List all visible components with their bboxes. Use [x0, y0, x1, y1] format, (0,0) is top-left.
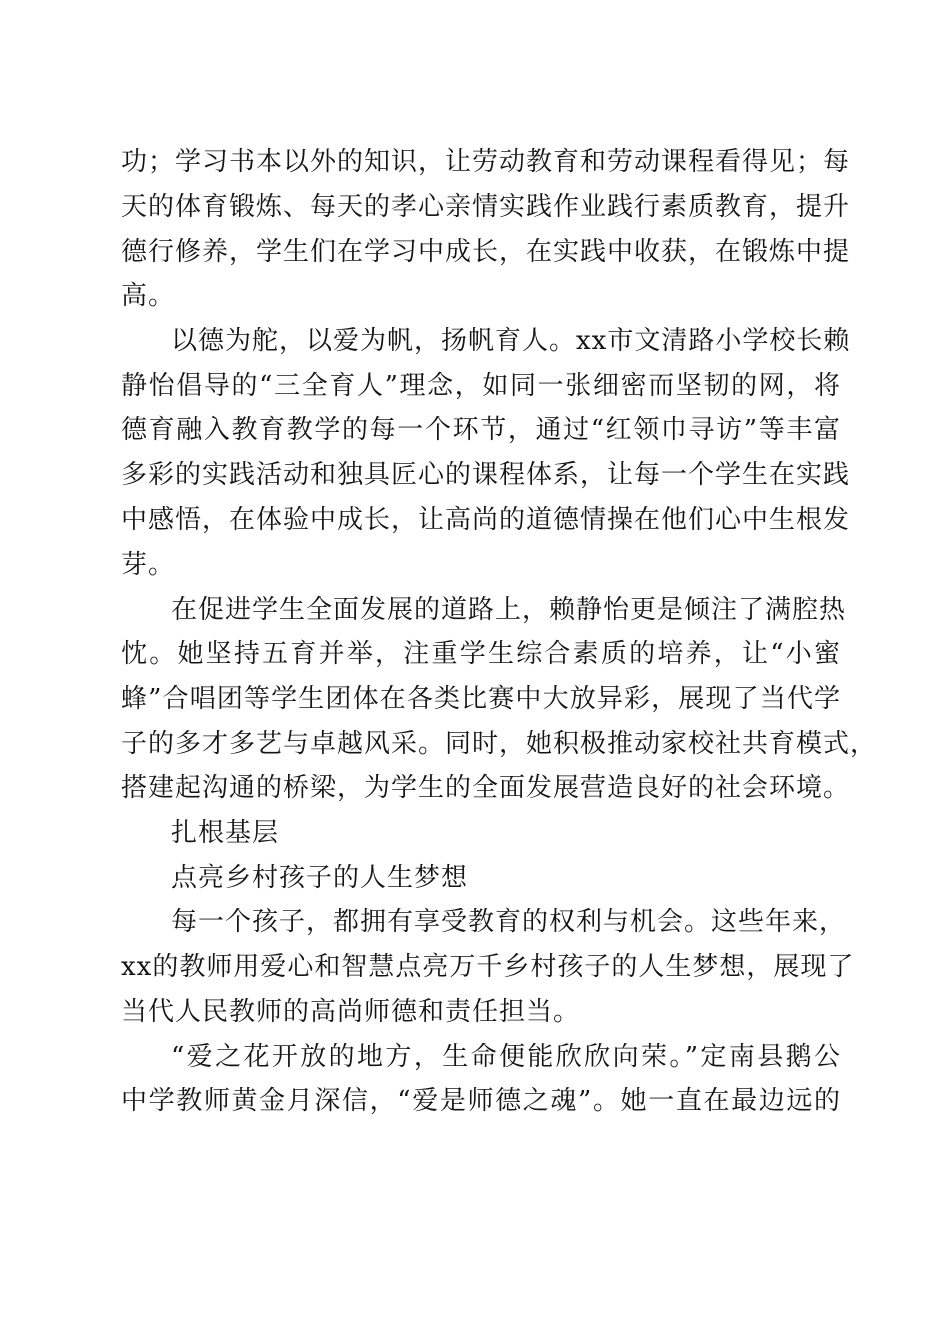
- text-line: 多彩的实践活动和独具匠心的课程体系，让每一个学生在实践: [121, 460, 851, 490]
- paragraph-first-line: 以德为舵，以爱为帆，扬帆育人。xx市文清路小学校长赖: [171, 326, 851, 356]
- text-line: 蜂”合唱团等学生团体在各类比赛中大放异彩，展现了当代学: [121, 684, 841, 714]
- paragraph-first-line: 在促进学生全面发展的道路上，赖静怡更是倾注了满腔热: [171, 595, 847, 625]
- section-subheading: 点亮乡村孩子的人生梦想: [171, 863, 469, 893]
- text-line: 中学教师黄金月深信，“爱是师德之魂”。她一直在最边远的: [121, 1086, 841, 1116]
- text-line: 中感悟，在体验中成长，让高尚的道德情操在他们心中生根发: [121, 505, 851, 535]
- text-line: 芽。: [121, 550, 176, 580]
- text-line: 德行修养，学生们在学习中成长，在实践中收获，在锻炼中提: [121, 237, 851, 267]
- section-heading: 扎根基层: [171, 818, 280, 848]
- text-line: 德育融入教育教学的每一个环节，通过“红领巾寻访”等丰富: [121, 415, 841, 445]
- text-line: 功；学习书本以外的知识，让劳动教育和劳动课程看得见；每: [121, 147, 851, 177]
- text-line: 天的体育锻炼、每天的孝心亲情实践作业践行素质教育，提升: [121, 192, 851, 222]
- text-line: 高。: [121, 281, 176, 311]
- text-line: 静怡倡导的“三全育人”理念，如同一张细密而坚韧的网，将: [121, 371, 841, 401]
- text-line: 搭建起沟通的桥梁，为学生的全面发展营造良好的社会环境。: [121, 773, 851, 803]
- paragraph-first-line: “爱之花开放的地方，生命便能欣欣向荣。”定南县鹅公: [171, 1042, 841, 1072]
- text-line: xx的教师用爱心和智慧点亮万千乡村孩子的人生梦想，展现了: [121, 952, 855, 982]
- paragraph-first-line: 每一个孩子，都拥有享受教育的权利与机会。这些年来，: [171, 907, 847, 937]
- text-line: 子的多才多艺与卓越风采。同时，她积极推动家校社共育模式，: [121, 729, 878, 759]
- text-line: 忱。她坚持五育并举，注重学生综合素质的培养，让“小蜜: [121, 639, 841, 669]
- text-line: 当代人民教师的高尚师德和责任担当。: [121, 997, 581, 1027]
